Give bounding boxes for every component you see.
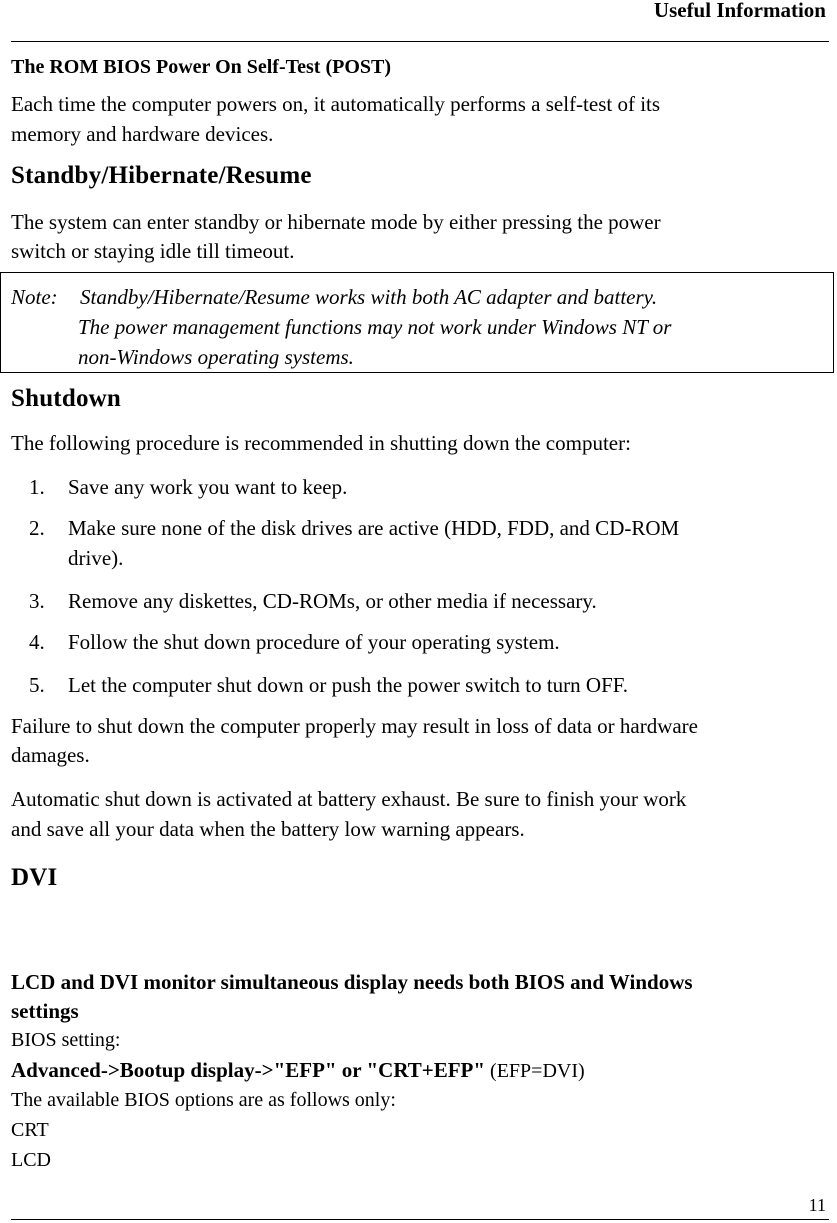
post-text-line1: Each time the computer powers on, it automatically performs a self-test of its [11,92,661,116]
dvi-subheading-line2: settings [11,999,79,1023]
post-text-line2: memory and hardware devices. [11,122,274,146]
note-line2: The power management functions may not work under Windows NT or [78,315,672,339]
list-item [29,472,347,502]
failure-text-line2: damages. [11,743,90,767]
list-item-text: Remove any diskettes, CD-ROMs, or other media if necessary. [68,589,597,613]
auto-shutdown-line1: Automatic shut down is activated at battery exhaust. Be sure to finish your work [11,787,687,811]
list-item [29,513,679,543]
list-item-continuation: drive). [68,546,124,570]
option-lcd: LCD [11,1149,51,1171]
standby-text-line2: switch or staying idle till timeout. [11,239,295,263]
post-heading: The ROM BIOS Power On Self-Test (POST) [11,56,392,78]
options-intro: The available BIOS options are as follows only: [11,1089,396,1111]
list-item-text: Let the computer shut down or push the power switch to turn OFF. [68,673,628,697]
option-crt: CRT [11,1119,49,1141]
list-item-number: 4. [29,630,45,654]
bios-path [11,1055,585,1086]
standby-text-line1: The system can enter standby or hibernate mode by either pressing the power [11,210,661,234]
note-line3: non-Windows operating systems. [78,345,354,369]
bios-path-bold: Advanced->Bootup display->"EFP" or "CRT+EFP" [11,1058,486,1082]
list-item [29,670,628,700]
dvi-heading: DVI [11,864,58,891]
shutdown-heading: Shutdown [11,385,121,412]
page-number: 11 [808,1195,826,1215]
footer-rule [11,1219,829,1220]
shutdown-intro: The following procedure is recommended in shutting down the computer: [11,431,631,455]
list-item-number: 5. [29,673,45,697]
list-item-number: 3. [29,589,45,613]
header-rule [11,41,829,42]
note-label: Note: [11,285,58,309]
bios-path-note: (EFP=DVI) [485,1060,585,1082]
list-item [29,586,597,616]
standby-heading: Standby/Hibernate/Resume [11,162,312,189]
note-box [0,272,834,373]
list-item-number: 2. [29,516,45,540]
list-item-text: Follow the shut down procedure of your operating system. [68,630,560,654]
dvi-subheading-line1: LCD and DVI monitor simultaneous display needs both BIOS and Windows [11,970,693,994]
failure-text-line1: Failure to shut down the computer properly may result in loss of data or hardware [11,714,698,738]
note-line1: Standby/Hibernate/Resume works with both AC adapter and battery. [80,285,658,309]
list-item [29,627,560,657]
running-header: Useful Information [653,0,826,22]
auto-shutdown-line2: and save all your data when the battery low warning appears. [11,817,525,841]
list-item-text: Make sure none of the disk drives are active (HDD, FDD, and CD-ROM [68,516,680,540]
list-item-text: Save any work you want to keep. [68,475,348,499]
list-item-number: 1. [29,475,45,499]
bios-setting-label: BIOS setting: [11,1029,121,1051]
